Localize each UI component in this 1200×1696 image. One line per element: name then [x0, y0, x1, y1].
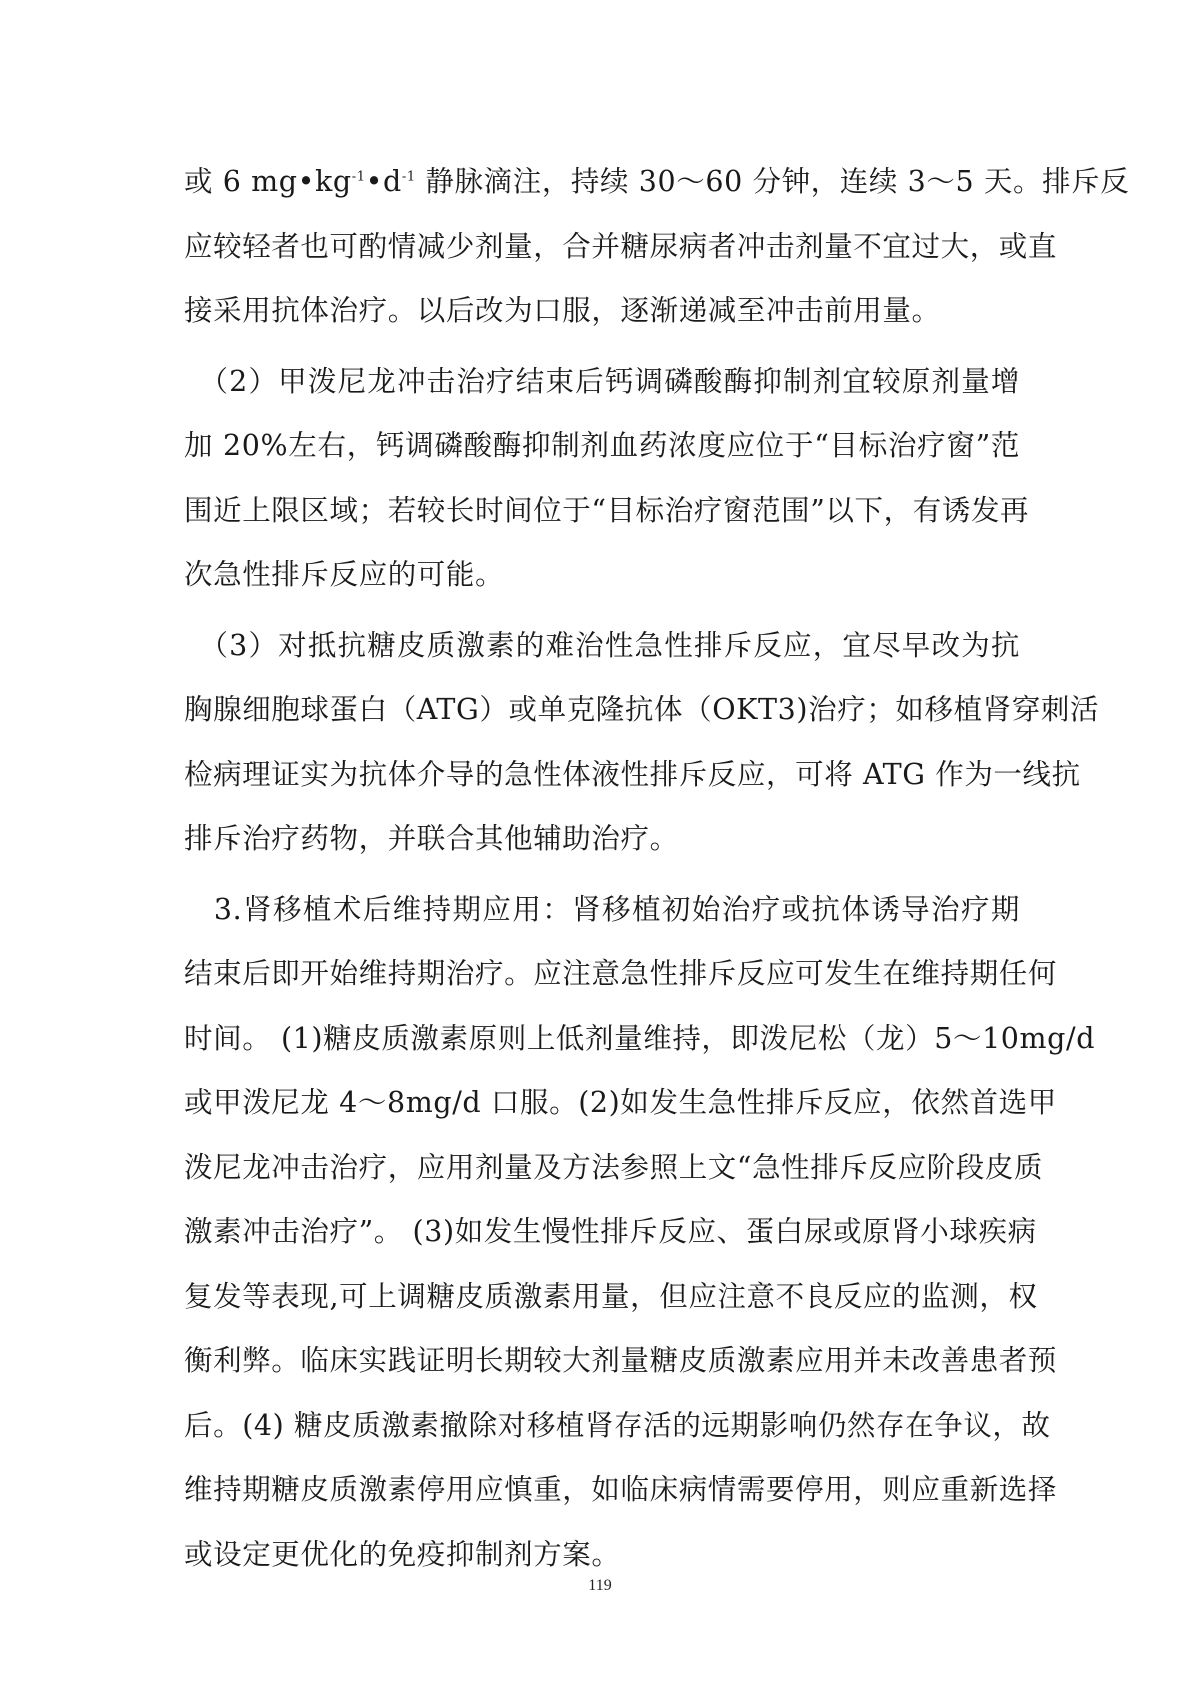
text-line: 后。(4) 糖皮质激素撤除对移植肾存活的远期影响仍然存在争议，故 — [184, 1408, 1051, 1442]
text-line: 加 20%左右，钙调磷酸酶抑制剂血药浓度应位于“目标治疗窗”范 — [184, 429, 1020, 462]
text-line: 接采用抗体治疗。以后改为口服，逐渐递减至冲击前用量。 — [184, 294, 941, 327]
page-number: 119 — [588, 1577, 612, 1594]
text-line: 复发等表现,可上调糖皮质激素用量，但应注意不良反应的监测，权 — [184, 1279, 1038, 1313]
paragraph — [184, 614, 1100, 872]
text-line: 胸腺细胞球蛋白（ATG）或单克隆抗体（OKT3)治疗；如移植肾穿刺活 — [184, 693, 1100, 726]
text-line: 或设定更优化的免疫抑制剂方案。 — [184, 1537, 621, 1571]
text-line: 衡利弊。临床实践证明长期较大剂量糖皮质激素应用并未改善患者预 — [184, 1344, 1058, 1377]
text-line: 维持期糖皮质激素停用应慎重，如临床病情需要停用，则应重新选择 — [184, 1473, 1058, 1506]
text-line: 围近上限区域；若较长时间位于“目标治疗窗范围”以下，有诱发再 — [184, 493, 1030, 527]
text-line: 时间。 (1)糖皮质激素原则上低剂量维持，即泼尼松（龙）5～10mg/d — [184, 1021, 1096, 1055]
text-line — [184, 150, 1130, 215]
paragraph — [184, 350, 1030, 608]
text-line: （2）甲泼尼龙冲击治疗结束后钙调磷酸酶抑制剂宜较原剂量增 — [184, 364, 1020, 398]
text-line: 结束后即开始维持期治疗。应注意急性排斥反应可发生在维持期任何 — [184, 957, 1058, 990]
text-line: 激素冲击治疗”。 (3)如发生慢性排斥反应、蛋白尿或原肾小球疾病 — [184, 1215, 1037, 1248]
text-line: 应较轻者也可酌情减少剂量，合并糖尿病者冲击剂量不宜过大，或直 — [184, 229, 1058, 263]
superscript: -1 — [351, 169, 366, 185]
text-line: 次急性排斥反应的可能。 — [184, 558, 505, 591]
paragraph — [184, 878, 1096, 1588]
text-line: 3.肾移植术后维持期应用：肾移植初始治疗或抗体诱导治疗期 — [184, 892, 1020, 926]
text-line: 检病理证实为抗体介导的急性体液性排斥反应，可将 ATG 作为一线抗 — [184, 757, 1081, 791]
text-segment: 或 6 mg•kg — [184, 165, 352, 198]
body-text — [184, 150, 1130, 1587]
text-line: 泼尼龙冲击治疗，应用剂量及方法参照上文“急性排斥反应阶段皮质 — [184, 1150, 1044, 1184]
superscript: -1 — [401, 169, 416, 185]
text-segment: •d — [365, 165, 402, 198]
text-line: 排斥治疗药物，并联合其他辅助治疗。 — [184, 822, 679, 855]
text-line: 或甲泼尼龙 4～8mg/d 口服。(2)如发生急性排斥反应，依然首选甲 — [184, 1086, 1057, 1119]
paragraph — [184, 150, 1130, 344]
text-line: （3）对抵抗糖皮质激素的难治性急性排斥反应，宜尽早改为抗 — [184, 628, 1020, 662]
text-segment: 静脉滴注，持续 30～60 分钟，连续 3～5 天。排斥反 — [415, 165, 1130, 198]
